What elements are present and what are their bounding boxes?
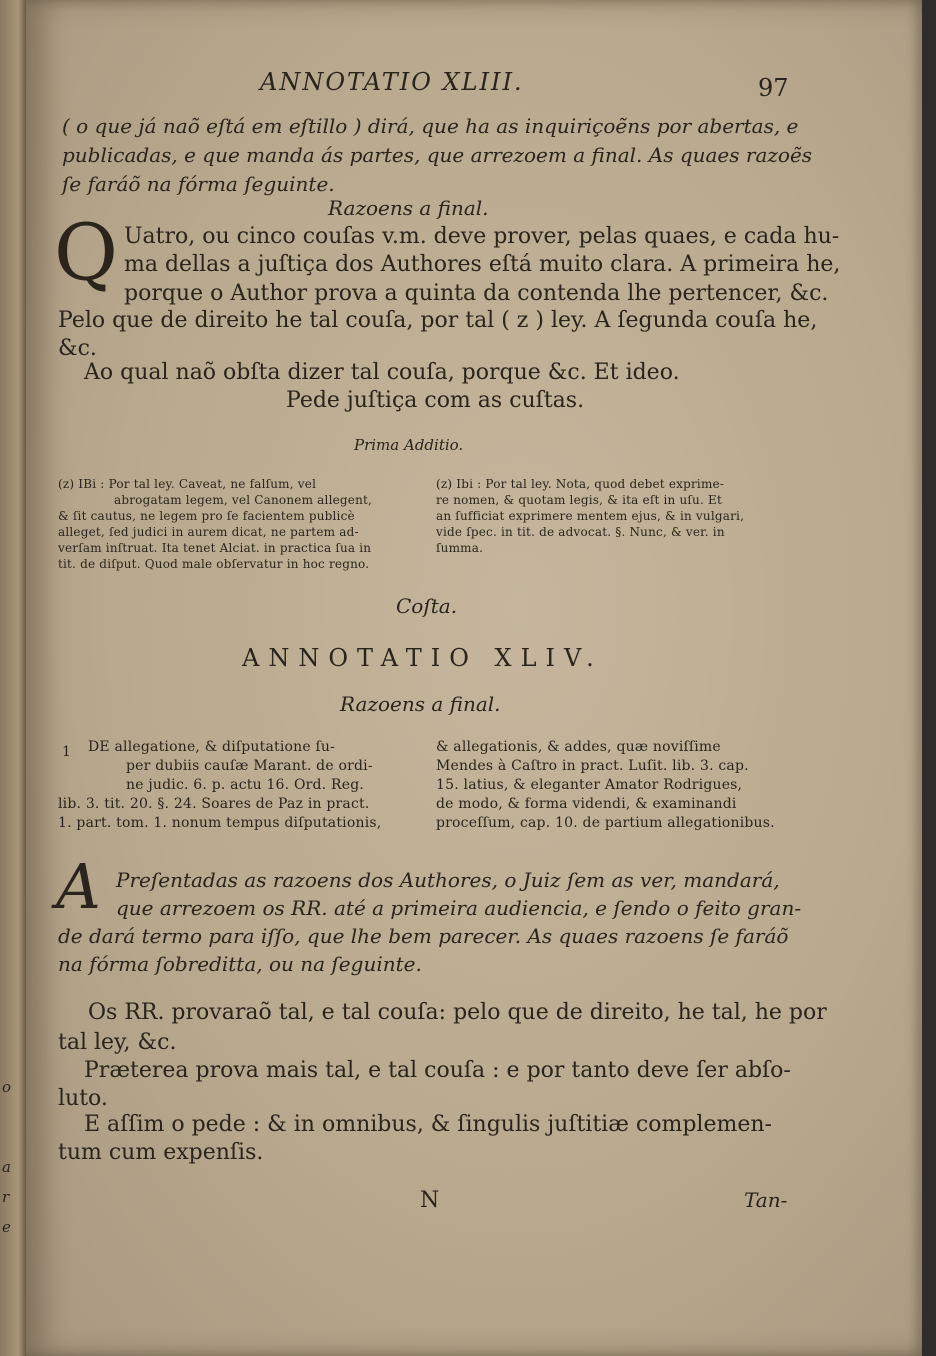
body-line: porque o Author prova a quinta da contenda lhe pertencer, &c. [124,281,829,306]
intro-line: ſe faráõ na fórma ſeguinte. [62,172,335,196]
footnote-line: (z) Ibi : Por tal ley. Nota, quod debet exprime- [436,477,725,491]
signature-mark: N [420,1188,440,1213]
footnote-line: an ſufficiat exprimere mentem ejus, & in vulgari, [436,509,745,523]
margin-mark: e [2,1218,11,1236]
body-line: tum cum expenſis. [58,1140,264,1165]
footnote-line: per dubiis cauſæ Marant. de ordi- [126,758,373,774]
footnote-line: & allegationis, & addes, quæ noviſſime [436,739,721,755]
drop-cap: Q [54,208,118,298]
italic-drop-cap: A [56,850,101,923]
footnote-line: DE allegatione, & diſputatione ſu- [88,739,336,755]
body-line: E aſſim o pede : & in omnibus, & ſingulis juſtitiæ complemen- [84,1112,772,1137]
body-line: Pelo que de direito he tal couſa, por tal ( z ) ley. A ſegunda couſa he, [58,308,818,333]
section-heading: Razoens a final. [328,196,489,220]
running-header: ANNOTATIO XLIII. [260,68,524,96]
body-line: luto. [58,1086,108,1111]
footnote-number: 1 [62,744,71,760]
footnote-line: alleget, ſed judici in aurem dicat, ne partem ad- [58,525,359,539]
margin-mark: r [2,1188,10,1206]
section-heading: Razoens a final. [340,692,501,716]
footnote-line: verſam inſtruat. Ita tenet Alciat. in practica ſua in [58,541,372,555]
book-page [26,0,922,1356]
page-number: 97 [758,74,789,102]
italic-line: na fórma ſobreditta, ou na ſeguinte. [58,952,422,976]
body-line: Os RR. provaraõ tal, e tal couſa: pelo que de direito, he tal, he por [88,1000,827,1025]
body-line: tal ley, &c. [58,1030,177,1055]
author-name: Coſta. [396,594,458,618]
body-line: Ao qual naõ obſta dizer tal couſa, porque &c. Et ideo. [84,360,680,385]
footnote-line: de modo, & forma videndi, & examinandi [436,796,737,812]
footnote-line: vide ſpec. in tit. de advocat. §. Nunc, & ver. in [436,525,725,539]
italic-line: de dará termo para iſſo, que lhe bem parecer. As quaes razoens ſe faráõ [58,924,789,948]
margin-mark: a [2,1158,11,1176]
left-page-edge [0,0,26,1356]
body-line: &c. [58,336,97,361]
body-line: Uatro, ou cinco couſas v.m. deve prover, pelas quaes, e cada hu- [124,224,840,249]
margin-mark: o [2,1078,12,1096]
footnote-line: (z) IBi : Por tal ley. Caveat, ne falſum, vel [58,477,317,491]
footnote-line: 1. part. tom. 1. nonum tempus diſputationis, [58,815,382,831]
footnote-line: & ſit cautus, ne legem pro ſe facientem publicè [58,509,355,523]
footnote-line: ſumma. [436,541,484,555]
italic-line: Preſentadas as razoens dos Authores, o Juiz ſem as ver, mandará, [116,868,780,892]
footnote-line: proceſſum, cap. 10. de partium allegationibus. [436,815,775,831]
footnote-line: abrogatam legem, vel Canonem allegent, [114,493,373,507]
right-page-edge [922,0,936,1356]
footnote-line: Mendes à Caſtro in pract. Luſit. lib. 3. cap. [436,758,749,774]
footnote-line: lib. 3. tit. 20. §. 24. Soares de Paz in pract. [58,796,370,812]
body-line: ma dellas a juſtiça dos Authores eſtá muito clara. A primeira he, [124,252,841,277]
body-line: Præterea prova mais tal, e tal couſa : e por tanto deve ſer abſo- [84,1058,791,1083]
body-line: Pede juſtiça com as cuſtas. [286,388,585,413]
footnote-line: ne judic. 6. p. actu 16. Ord. Reg. [126,777,365,793]
footnote-line: 15. latius, & eleganter Amator Rodrigues, [436,777,743,793]
catchword: Tan- [744,1188,788,1212]
footnote-line: tit. de diſput. Quod male obſervatur in hoc regno. [58,557,370,571]
intro-line: ( o que já naõ eſtá em eſtillo ) dirá, que ha as inquiriçoẽns por abertas, e [62,114,799,138]
italic-line: que arrezoem os RR. até a primeira audiencia, e ſendo o feito gran- [116,896,802,920]
annotation-title: ANNOTATIO XLIV. [242,644,603,672]
addition-title: Prima Additio. [354,436,464,454]
footnote-line: re nomen, & quotam legis, & ita eſt in uſu. Et [436,493,722,507]
intro-line: publicadas, e que manda ás partes, que arrezoem a final. As quaes razoẽs [62,143,813,167]
